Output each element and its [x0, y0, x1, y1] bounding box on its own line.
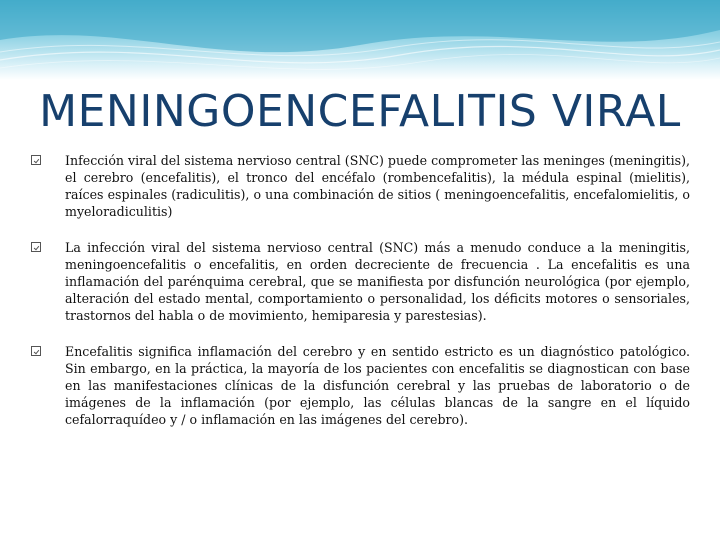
bullet-text: La infección viral del sistema nervioso central (SNC) más a menudo conduce a la meningitis, meningoencefalitis o encefalitis, en orden decreciente de frecuencia . La encefalitis es una inflamación del parénquima cerebral, que se manifiesta por disfunción neurológica (por ejemplo, alteración del estado mental, comportamiento o personalidad, los déficits motores o sensoriales, trastornos del habla o de movimiento, hemiparesia y parestesias). [65, 240, 690, 323]
bullet-list [30, 152, 690, 447]
checkbox-bullet-icon [31, 155, 41, 165]
header-wave-graphic [0, 0, 720, 80]
header-decoration [0, 0, 720, 80]
checkbox-bullet-icon [31, 346, 41, 356]
bullet-item [30, 343, 690, 428]
slide-title: MENINGOENCEFALITIS VIRAL [39, 86, 681, 137]
bullet-text: Encefalitis significa inflamación del cerebro y en sentido estricto es un diagnóstico patológico. Sin embargo, en la práctica, la mayoría de los pacientes con encefalitis se diagnostican con base en las manifestaciones clínicas de la disfunción cerebral y las pruebas de laboratorio o de imágenes de la inflamación (por ejemplo, las células blancas de la sangre en el líquido cefalorraquídeo y / o inflamación en las imágenes del cerebro). [65, 344, 690, 427]
checkbox-bullet-icon [31, 242, 41, 252]
bullet-item [30, 152, 690, 220]
bullet-text: Infección viral del sistema nervioso central (SNC) puede comprometer las meninges (meningitis), el cerebro (encefalitis), el tronco del encéfalo (rombencefalitis), la médula espinal (mielitis), raíces espinales (radiculitis), o una combinación de sitios ( meningoencefalitis, encefalomielitis, o myeloradiculitis) [65, 153, 690, 219]
bullet-item [30, 239, 690, 324]
